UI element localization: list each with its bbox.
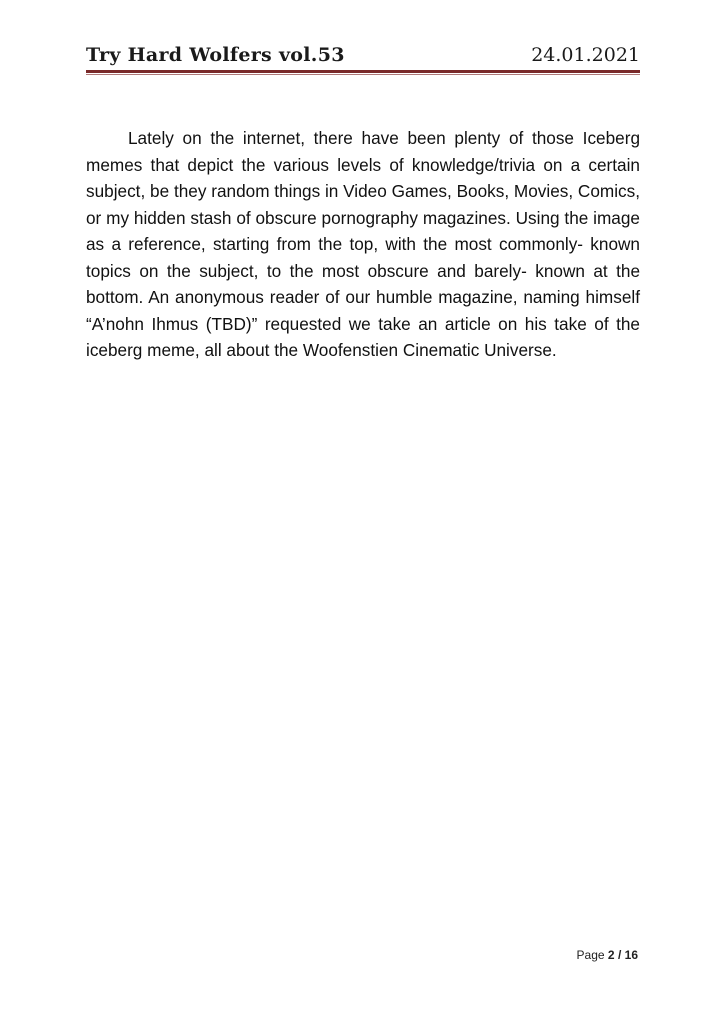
page-header [86,44,640,68]
page-footer [577,948,638,962]
page-label: Page [576,948,605,962]
current-page: 2 [607,948,615,962]
article-paragraph: Lately on the internet, there have been plenty of those Iceberg memes that depict the various levels of knowledge/trivia on a certain subject, be they random things in Video Games, Books, Movies, Comics, or my hidden stash of obscure pornography magazines. Using the image as a reference, starting from the top, with the most commonly- known topics on the subject, to the most obscure and barely- known at the bottom. An anonymous reader of our humble magazine, naming himself “A’nohn Ihmus (TBD)” requested we take an article on his take of the iceberg meme, all about the Woofenstien Cinematic Universe. [86,128,640,360]
issue-date: 24.01.2021 [531,44,640,66]
magazine-title: Try Hard Wolfers vol.53 [86,44,345,66]
total-pages: 16 [624,948,638,962]
header-rule-thin [86,74,640,75]
page-separator: / [617,948,622,962]
header-rule [86,70,640,73]
